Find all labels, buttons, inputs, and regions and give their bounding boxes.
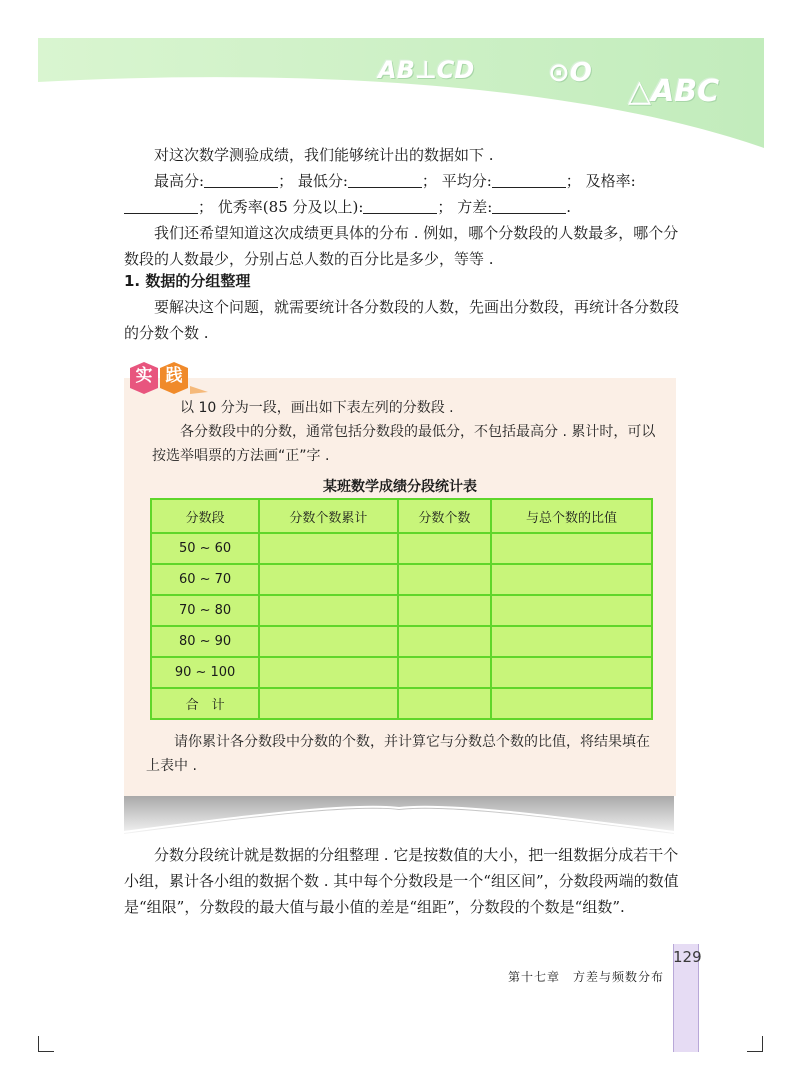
section-title: 1. 数据的分组整理 [124, 272, 251, 290]
separator: ； [565, 172, 581, 190]
practice-closing: 请你累计各分数段中分数的个数，并计算它与分数总个数的比值，将结果填在上表中 . [146, 734, 650, 774]
table-cell[interactable] [398, 657, 491, 688]
badge-char: 实 [135, 366, 153, 386]
box-ribbon [118, 780, 680, 840]
separator: ； [421, 172, 437, 190]
row-label: 70 ~ 80 [151, 595, 259, 626]
practice-instructions [138, 396, 658, 468]
column-header: 分数个数 [398, 499, 491, 533]
table-cell[interactable] [259, 688, 397, 719]
table-cell[interactable] [398, 626, 491, 657]
header-symbol-perpendicular: AB⊥CD [378, 56, 475, 84]
header-symbol-circle: ⊙O [548, 58, 592, 88]
separator: ； [278, 172, 294, 190]
column-header: 与总个数的比值 [491, 499, 652, 533]
stat-label: 方差: [457, 198, 493, 216]
table-cell[interactable] [491, 688, 652, 719]
intro-block [124, 142, 684, 272]
table-cell[interactable] [259, 626, 397, 657]
table-cell[interactable] [398, 595, 491, 626]
blank-line [124, 197, 198, 214]
table-cell[interactable] [398, 564, 491, 595]
table-header-row [151, 499, 652, 533]
badge-char: 践 [165, 366, 183, 386]
stat-label: 及格率: [585, 172, 636, 190]
table-row [151, 688, 652, 719]
row-label: 合 计 [151, 688, 259, 719]
table-row [151, 595, 652, 626]
stat-label: 最低分: [297, 172, 348, 190]
column-header: 分数个数累计 [259, 499, 397, 533]
blank-line [348, 171, 422, 188]
table-row [151, 657, 652, 688]
row-label: 80 ~ 90 [151, 626, 259, 657]
stat-label: 最高分: [154, 172, 205, 190]
practice-badge [128, 362, 208, 394]
table-cell[interactable] [491, 595, 652, 626]
stat-label: 优秀率(85 分及以上): [217, 198, 364, 216]
table-title: 某班数学成绩分段统计表 [323, 479, 477, 495]
chapter-title: 第十七章 方差与频数分布 [508, 970, 665, 984]
table-cell[interactable] [491, 564, 652, 595]
table-cell[interactable] [259, 564, 397, 595]
blank-line [204, 171, 278, 188]
score-table [150, 498, 653, 720]
table-cell[interactable] [491, 626, 652, 657]
practice-line: 各分数段中的分数，通常包括分数段的最低分，不包括最高分 . 累计时，可以按选举唱票的方法画“正”字 . [152, 424, 656, 464]
blank-line [492, 197, 566, 214]
table-row [151, 533, 652, 564]
section-block [124, 294, 684, 346]
column-header: 分数段 [151, 499, 259, 533]
separator: ； [198, 198, 214, 216]
row-label: 90 ~ 100 [151, 657, 259, 688]
page-number: 129 [673, 948, 702, 966]
practice-closing-block [138, 730, 658, 778]
header-symbol-triangle: △ABC [628, 74, 720, 109]
separator: . [566, 198, 572, 216]
blank-line [363, 197, 437, 214]
row-label: 50 ~ 60 [151, 533, 259, 564]
table-cell[interactable] [491, 533, 652, 564]
table-cell[interactable] [398, 533, 491, 564]
table-row [151, 626, 652, 657]
stat-label: 平均分: [441, 172, 492, 190]
table-cell[interactable] [259, 657, 397, 688]
crop-mark [747, 1051, 763, 1052]
intro-line: 对这次数学测验成绩，我们能够统计出的数据如下 . [154, 146, 494, 164]
crop-mark [38, 1036, 39, 1052]
table-cell[interactable] [259, 595, 397, 626]
row-label: 60 ~ 70 [151, 564, 259, 595]
intro-paragraph: 我们还希望知道这次成绩更具体的分布 . 例如，哪个分数段的人数最多，哪个分数段的人数最少，分别占总人数的百分比是多少，等等 . [124, 224, 679, 268]
table-cell[interactable] [491, 657, 652, 688]
separator: ； [437, 198, 453, 216]
table-row [151, 564, 652, 595]
crop-mark [38, 1051, 54, 1052]
conclusion-block [124, 842, 684, 920]
crop-mark [762, 1036, 763, 1052]
practice-line: 以 10 分为一段，画出如下表左列的分数段 . [180, 400, 454, 416]
conclusion-paragraph: 分数分段统计就是数据的分组整理 . 它是按数值的大小，把一组数据分成若干个小组，累计各小组的数据个数 . 其中每个分数段是一个“组区间”，分数段两端的数值是“组限”，分数段的最大值与最小值的差是“组距”，分数段的个数是“组数”. [124, 846, 679, 916]
stats-row-1 [124, 168, 684, 220]
blank-line [492, 171, 566, 188]
table-cell[interactable] [259, 533, 397, 564]
table-cell[interactable] [398, 688, 491, 719]
section-paragraph: 要解决这个问题，就需要统计各分数段的人数，先画出分数段，再统计各分数段的分数个数 . [124, 298, 680, 342]
